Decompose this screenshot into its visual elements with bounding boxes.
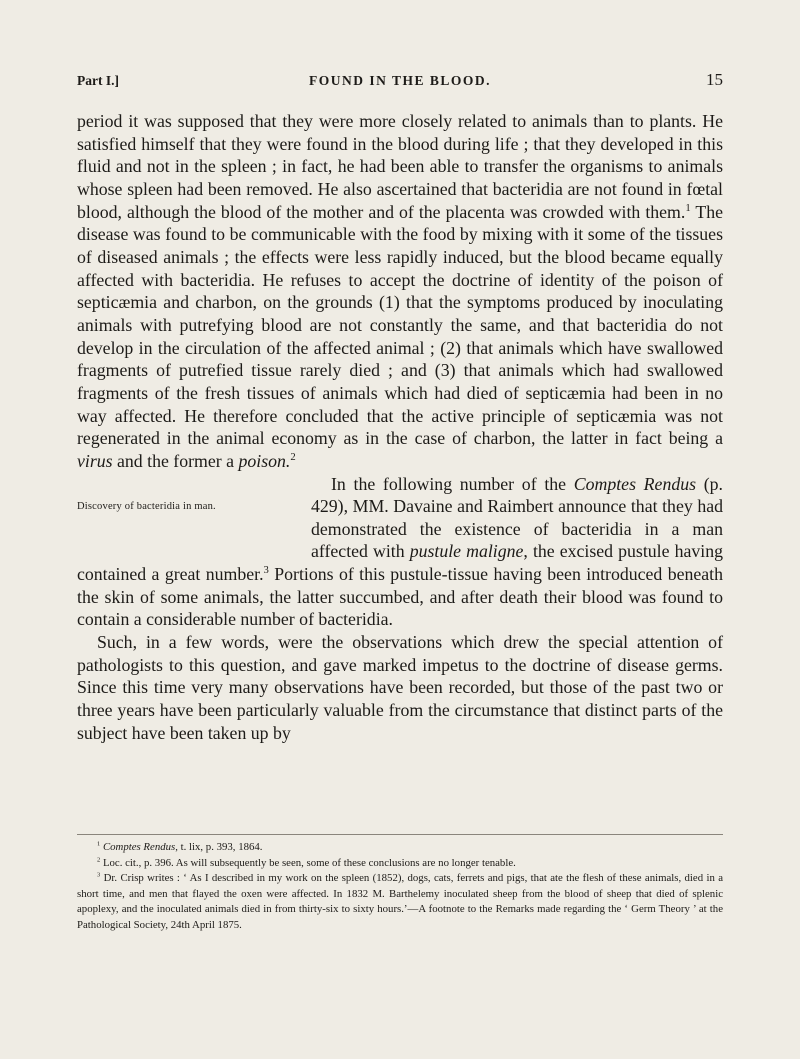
footnote-1: $^1$ Comptes Rendus, t. lix, p. 393, 1864. (97, 840, 263, 853)
running-title: FOUND IN THE BLOOD. (308, 73, 492, 88)
margin-note: Discovery of bacteridia in man. (77, 500, 216, 512)
part-label: Part I.] (77, 73, 119, 88)
main-text (77, 110, 723, 744)
footnote-ref-2: 2 (290, 450, 296, 463)
paragraph-2: Discovery of bacteridia in man. In the following number of the Comptes Rendus (p. 429), MM. Davaine and Raimbert announce that they had demonstrated the existence of bacteridia in a man affected with pustule maligne, the excised pustule having contained a great number.$^3$ Portions of this pustule-tissue having been introduced beneath the skin of some animals, the latter succumbed, and after death their blood was found to contain a considerable number of bacteridia. (77, 473, 723, 630)
paragraph-3: Such, in a few words, were the observations which drew the special attention of pathologists to this question, and gave marked impetus to the doctrine of disease germs. Since this time very many observations have been recorded, but those of the past two or three years have been particularly valuable from the circumstance that distinct parts of the subject have been taken up by (77, 632, 723, 743)
footnote-rule (77, 834, 723, 835)
running-head (77, 70, 723, 90)
paragraph-1: period it was supposed that they were more closely related to animals than to plants. He satisfied himself that they were found in the blood during life ; that they developed in this fluid and not in the spleen ; in fact, he had been able to transfer the organisms to animals whose spleen had been removed. He also ascertained that bacteridia are not found in fœtal blood, although the blood of the mother and of the placenta was crowded with them.$^1$ The disease was found to be communicable with the food by mixing with it some of the tissues of diseased animals ; the effects were less rapidly induced, but the blood became equally affected with bacteridia. He refuses to accept the doctrine of identity of the poison of septicæmia and charbon, on the grounds (1) that the symptoms produced by inoculating animals with putrefying blood are not constantly the same, and that bacteridia do not develop in the circulation of the affected animal ; (2) that animals which have swallowed fragments of putrefied tissue rarely died ; and (3) that animals which had swallowed fragments of the fresh tissues of animals which had died of septicæmia had been in no way affected. He therefore concluded that the active principle of septicæmia was not regenerated in the animal economy as in the case of charbon, the latter in fact being a virus and the former a poison.$^2$ (77, 111, 723, 471)
footnote-2: $^2$ Loc. cit., p. 396. As will subsequently be seen, some of these conclusions are no longer tenable. (97, 855, 516, 869)
footnote-ref-3: 3 (263, 564, 269, 577)
page-number: 15 (706, 70, 723, 89)
footnotes (77, 840, 723, 933)
footnote-3: $^3$ Dr. Crisp writes : ‘ As I described in my work on the spleen (1852), dogs, cats, ferrets and pigs, that ate the flesh of these animals, died in a short time, and men that flayed the oxen were affected. In 1832 M. Barthelemy inoculated sheep from the blood of sheep that died of splenic apoplexy, and the inoculated animals died in from thirty-six to sixty hours.’—A footnote to the Remarks made regarding the ‘ Germ Theory ’ at the Pathological Society, 24th April 1875. (77, 871, 724, 931)
footnote-ref-1: 1 (685, 201, 691, 214)
